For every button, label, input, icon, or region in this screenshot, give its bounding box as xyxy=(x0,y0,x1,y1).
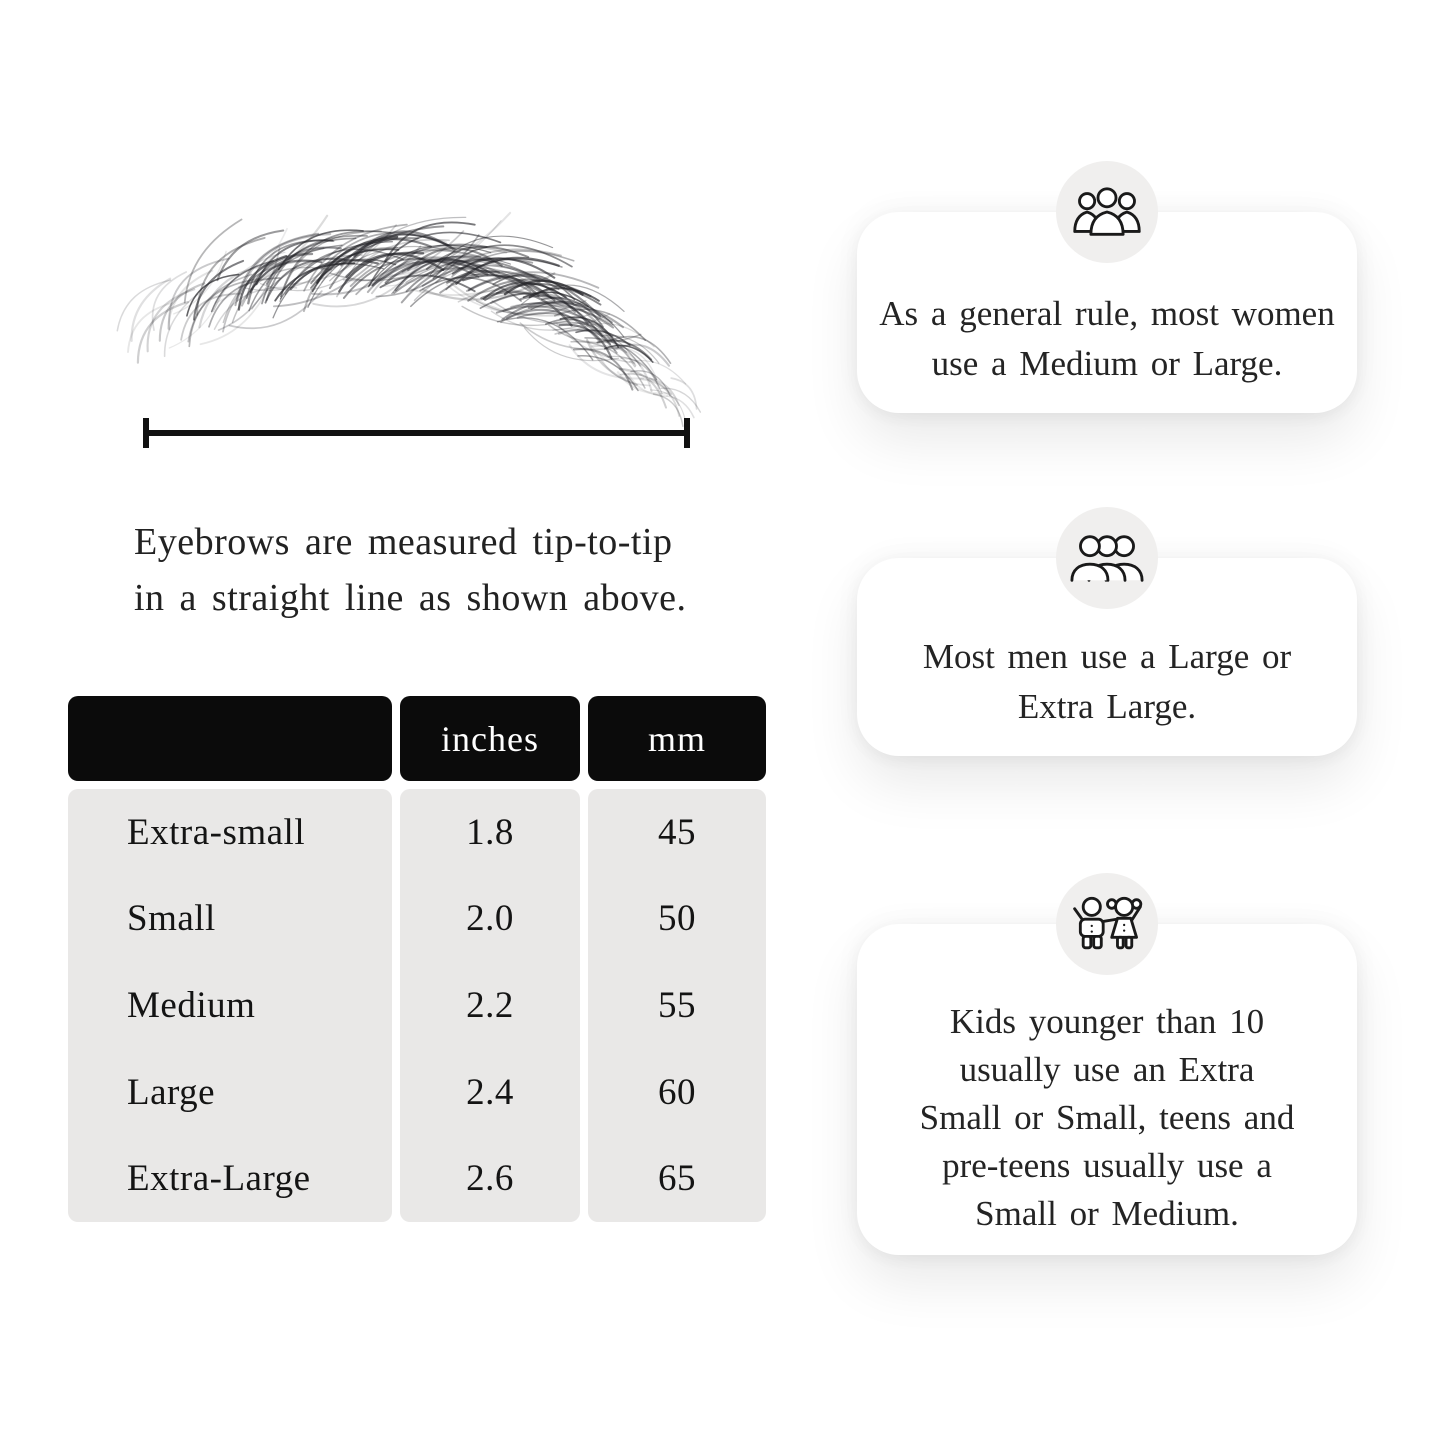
card-women-text xyxy=(879,289,1334,389)
card-men xyxy=(857,558,1357,756)
row-mm: 65 xyxy=(658,1158,696,1200)
card-women-badge xyxy=(1056,161,1158,263)
card-text-line: usually use an Extra xyxy=(959,1049,1255,1089)
men-group-icon xyxy=(1069,531,1145,586)
card-text-line: Small or Small, teens and xyxy=(919,1097,1295,1137)
row-label: Extra-small xyxy=(127,811,306,853)
card-text-line: As a general rule, most women xyxy=(879,293,1335,333)
table-body xyxy=(68,789,768,1222)
caption-line: in a straight line as shown above. xyxy=(134,577,687,619)
card-text-line: use a Medium or Large. xyxy=(931,343,1283,383)
row-inches: 2.6 xyxy=(466,1158,514,1200)
row-label: Large xyxy=(127,1071,216,1113)
header-cell-size xyxy=(68,696,392,781)
eyebrow-illustration xyxy=(117,213,700,426)
measurement-line xyxy=(146,418,687,448)
table-col-inches xyxy=(400,789,580,1222)
card-kids-text xyxy=(920,998,1295,1238)
row-inches: 1.8 xyxy=(466,811,514,853)
card-men-badge xyxy=(1056,507,1158,609)
row-label: Extra-Large xyxy=(127,1158,311,1200)
row-mm: 60 xyxy=(658,1071,696,1113)
measurement-caption xyxy=(134,514,687,626)
table-col-mm xyxy=(588,789,766,1222)
kids-icon xyxy=(1067,893,1147,955)
card-men-text xyxy=(923,632,1291,732)
row-inches: 2.0 xyxy=(466,898,514,940)
card-kids xyxy=(857,924,1357,1255)
card-women xyxy=(857,212,1357,413)
row-mm: 45 xyxy=(658,811,696,853)
header-cell-inches: inches xyxy=(400,696,580,781)
header-cell-mm: mm xyxy=(588,696,766,781)
caption-line: Eyebrows are measured tip-to-tip xyxy=(134,521,673,563)
card-text-line: Small or Medium. xyxy=(975,1193,1239,1233)
card-text-line: Most men use a Large or xyxy=(922,637,1292,676)
row-inches: 2.4 xyxy=(466,1071,514,1113)
table-col-labels xyxy=(68,789,392,1222)
row-mm: 50 xyxy=(658,898,696,940)
row-mm: 55 xyxy=(658,984,696,1026)
eyebrow-measurement-figure xyxy=(0,0,760,470)
card-kids-badge xyxy=(1056,873,1158,975)
row-label: Medium xyxy=(127,984,256,1026)
row-label: Small xyxy=(127,898,216,940)
card-text-line: Kids younger than 10 xyxy=(949,1001,1265,1041)
table-header-row xyxy=(68,696,768,781)
card-text-line: Extra Large. xyxy=(1017,687,1197,726)
row-inches: 2.2 xyxy=(466,984,514,1026)
card-text-line: pre-teens usually use a xyxy=(942,1145,1272,1185)
size-table xyxy=(68,696,768,1222)
women-group-icon xyxy=(1069,185,1145,240)
